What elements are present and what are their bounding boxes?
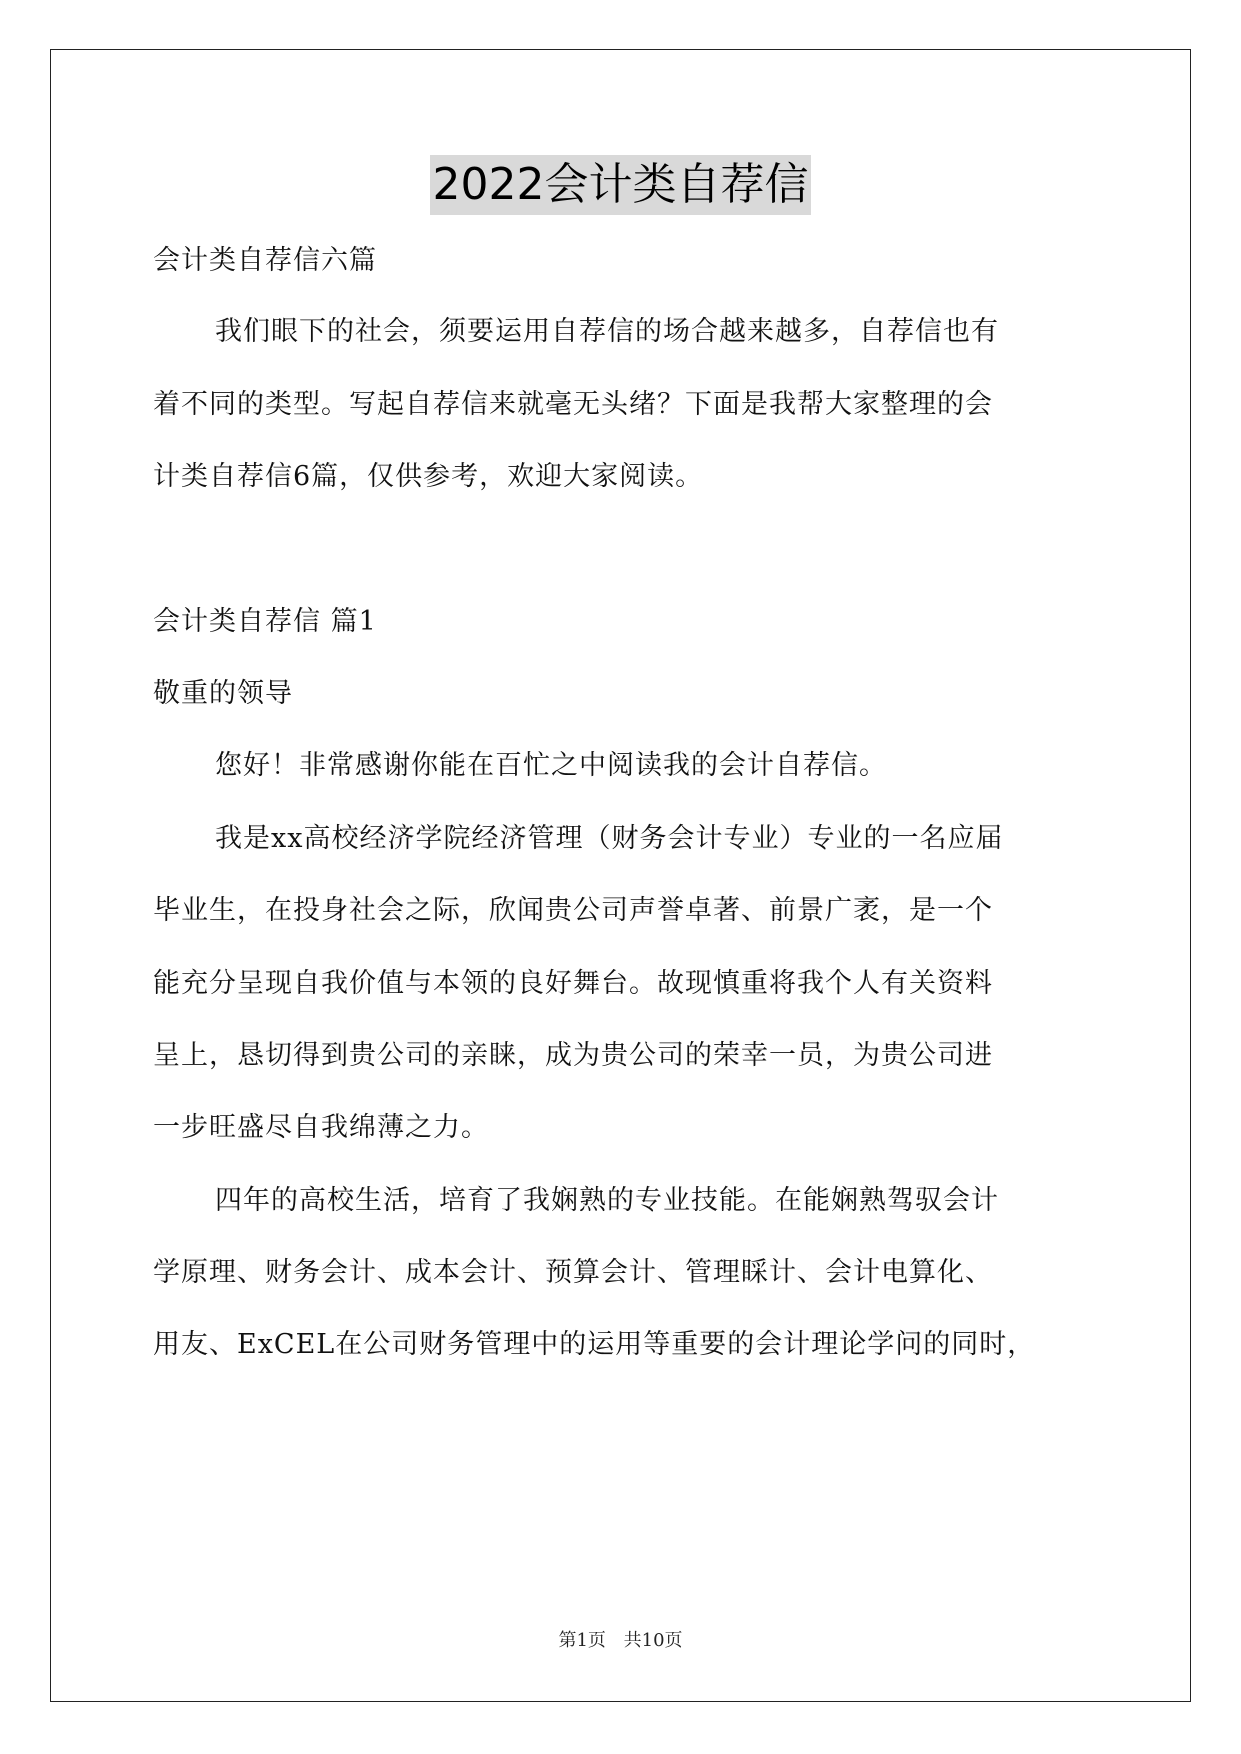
paragraph-line: 计类自荐信6篇，仅供参考，欢迎大家阅读。 <box>153 461 704 492</box>
paragraph-line: 用友、ExCEL在公司财务管理中的运用等重要的会计理论学问的同时， <box>153 1329 1036 1360</box>
subtitle-line: 会计类自荐信六篇 <box>153 245 377 276</box>
paragraph-line: 学原理、财务会计、成本会计、预算会计、管理睬计、会计电算化、 <box>153 1257 993 1288</box>
paragraph-line: 您好！非常感谢你能在百忙之中阅读我的会计自荐信。 <box>215 750 887 781</box>
paragraph-line: 呈上，恳切得到贵公司的亲睐，成为贵公司的荣幸一员，为贵公司进 <box>153 1040 993 1071</box>
paragraph-line: 一步旺盛尽自我绵薄之力。 <box>153 1112 489 1143</box>
paragraph-line: 我们眼下的社会，须要运用自荐信的场合越来越多，自荐信也有 <box>215 316 999 347</box>
title-container <box>0 155 1241 215</box>
page-total: 共10页 <box>623 1630 683 1651</box>
section-heading: 会计类自荐信 篇1 <box>153 606 377 637</box>
paragraph-line: 我是xx高校经济学院经济管理（财务会计专业）专业的一名应届 <box>215 823 1004 854</box>
paragraph-line: 毕业生，在投身社会之际，欣闻贵公司声誉卓著、前景广袤，是一个 <box>153 895 993 926</box>
paragraph-line: 着不同的类型。写起自荐信来就毫无头绪？下面是我帮大家整理的会 <box>153 389 993 420</box>
page-border <box>50 49 1191 1702</box>
document-title: 2022会计类自荐信 <box>430 155 812 215</box>
page-number: 第1页 <box>558 1630 606 1651</box>
paragraph-line: 四年的高校生活，培育了我娴熟的专业技能。在能娴熟驾驭会计 <box>215 1185 999 1216</box>
salutation-line: 敬重的领导 <box>153 678 293 709</box>
paragraph-line: 能充分呈现自我价值与本领的良好舞台。故现慎重将我个人有关资料 <box>153 968 993 999</box>
page-footer <box>0 1629 1241 1653</box>
